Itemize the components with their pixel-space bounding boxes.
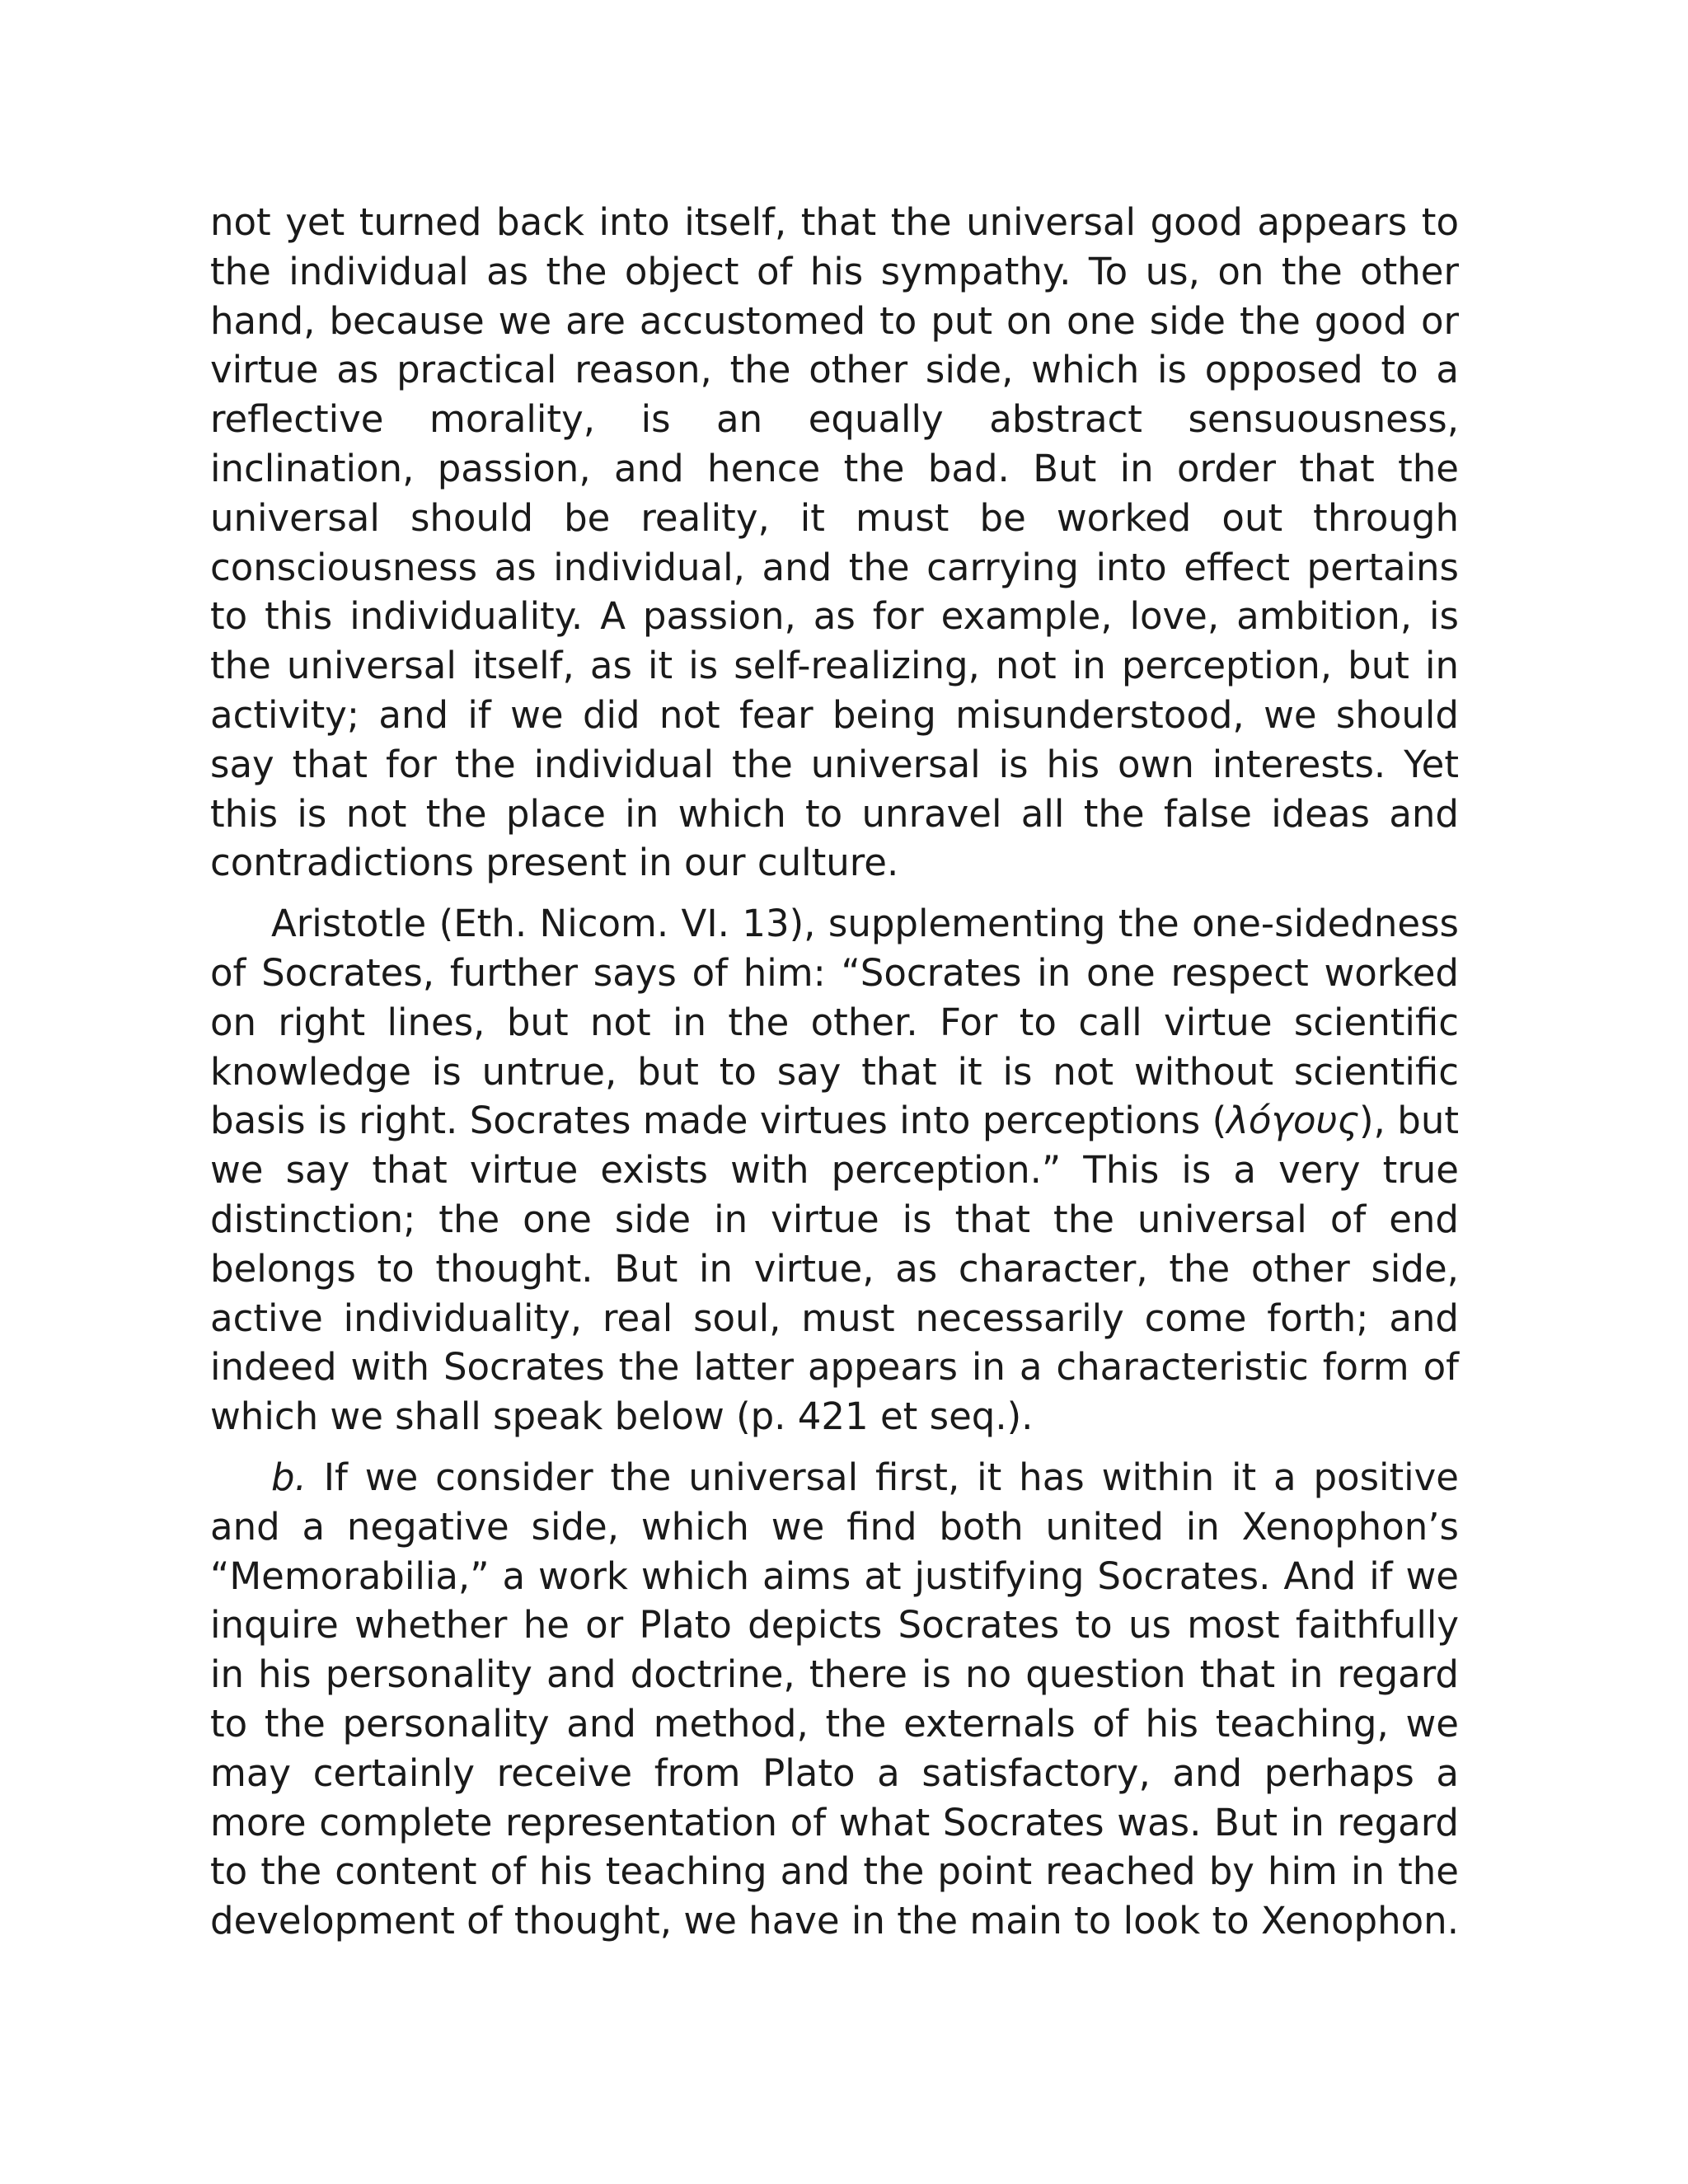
paragraph-text: ), but we say that virtue exists with perception.” This is a very true distinction; the one side in virtue is that the universal of end belongs to thought. But in virtue, as character, the other side, active individuality, real soul, must necessarily come forth; and indeed with Socrates the latter appears in a characteristic form of which we shall speak below (p. 421 et seq.). — [210, 1099, 1459, 1439]
greek-term: λόγους — [1226, 1099, 1359, 1143]
paragraph-aristotle — [210, 899, 1459, 1441]
paragraph-text: Aristotle (Eth. Nicom. VI. 13), supplementing the one-sidedness of Socrates, further says of him: “Socrates in one respect worked on right lines, but not in the other. For to call virtue scientific knowledge is untrue, but to say that it is not without scientific basis is right. Socrates made virtues into perceptions ( — [210, 902, 1459, 1143]
paragraph-text: not yet turned back into itself, that the universal good appears to the individual as the object of his sympathy. To us, on the other hand, because we are accustomed to put on one side the good or virtue as practical reason, the other side, which is opposed to a reflective morality, is an equally abstract sensuousness, inclination, passion, and hence the bad. But in order that the universal should be reality, it must be worked out through consciousness as individual, and the carrying into effect pertains to this individuality. A passion, as for example, love, ambition, is the universal itself, as it is self-realizing, not in perception, but in activity; and if we did not fear being misunderstood, we should say that for the individual the universal is his own interests. Yet this is not the place in which to unravel all the false ideas and contradictions present in our culture. — [210, 200, 1459, 885]
section-marker: b. — [271, 1455, 307, 1499]
paragraph-section-b — [210, 1453, 1459, 1946]
document-page — [210, 198, 1459, 1946]
paragraph-text: If we consider the universal first, it has within it a positive and a negative side, which we find both united in Xenophon’s “Memorabilia,” a work which aims at justifying Socrates. And if we inquire whether he or Plato depicts Socrates to us most faithfully in his personality and doctrine, there is no question that in regard to the personality and method, the externals of his teaching, we may certainly receive from Plato a satisfactory, and perhaps a more complete representation of what Socrates was. But in regard to the content of his teaching and the point reached by him in the development of thought, we have in the main to look to Xenophon. — [210, 1455, 1459, 1943]
paragraph-continuation — [210, 198, 1459, 888]
